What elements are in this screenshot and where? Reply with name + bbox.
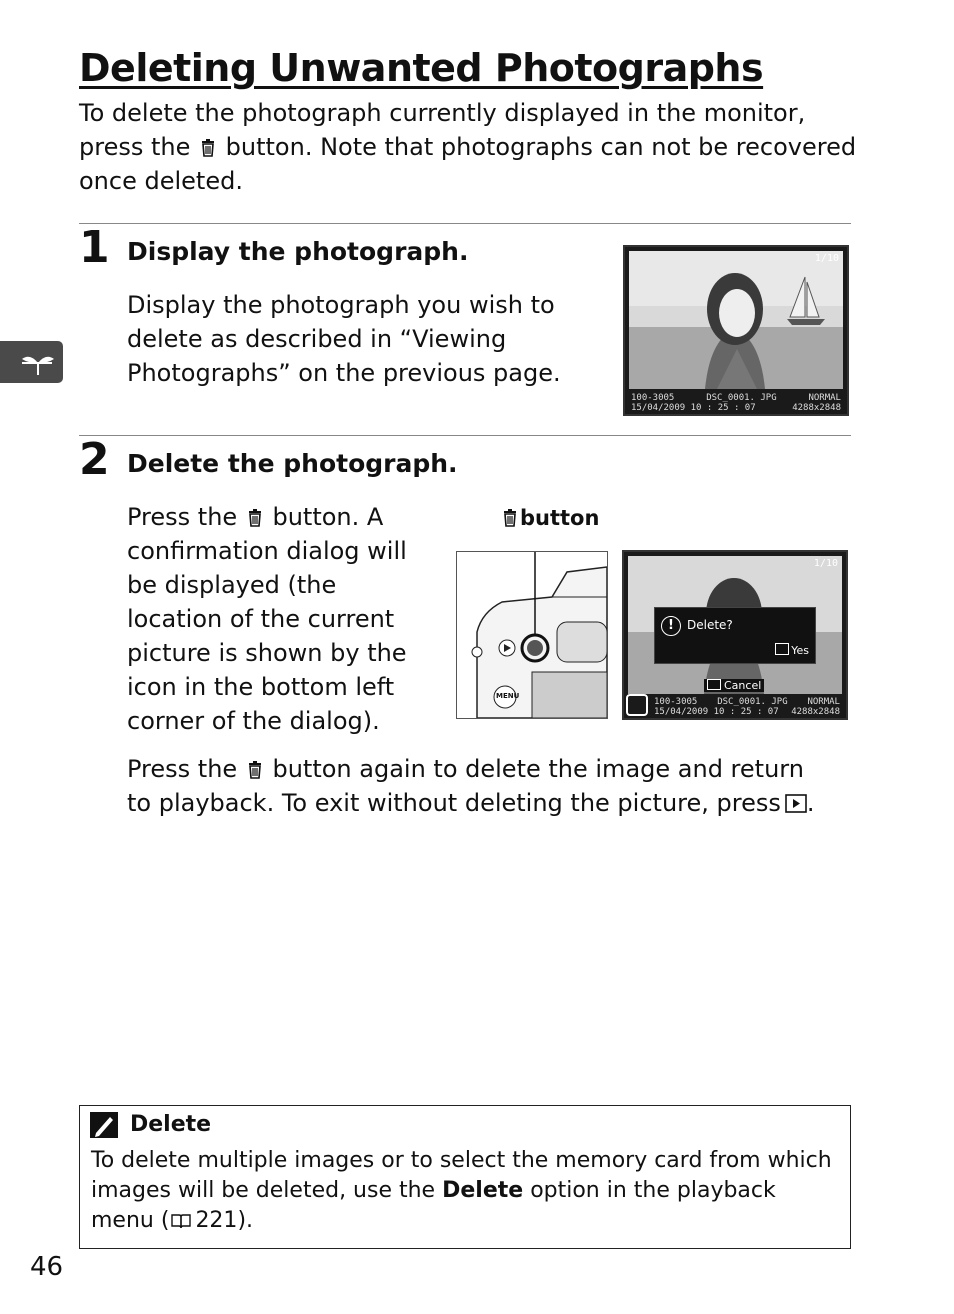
info-bar xyxy=(654,697,840,717)
file-name: DSC_0001. JPG xyxy=(706,393,777,403)
camera-back-drawing xyxy=(457,552,607,718)
step-number: 1 xyxy=(79,222,110,273)
image-quality: NORMAL xyxy=(808,393,841,403)
page-reference: 221 xyxy=(195,1208,238,1233)
play-button-icon xyxy=(707,679,721,690)
card-slot-icon xyxy=(626,694,648,716)
folder-number: 100-3005 xyxy=(654,697,698,707)
image-quality: NORMAL xyxy=(807,697,840,707)
file-name: DSC_0001. JPG xyxy=(717,697,788,707)
monitor-delete-dialog xyxy=(622,550,848,720)
play-button-icon xyxy=(785,794,807,813)
divider xyxy=(79,435,851,436)
step-body xyxy=(127,500,437,738)
info-bar xyxy=(631,393,841,413)
trash-icon xyxy=(248,509,262,527)
playback-tab-icon xyxy=(0,341,63,383)
note-text-part: option in the playback menu ( xyxy=(91,1178,776,1233)
page-title: Deleting Unwanted Photographs xyxy=(79,46,764,90)
dialog-cancel xyxy=(704,679,764,692)
step-text: button again to delete the image and return to playback. To exit without deleting the picture, press xyxy=(127,755,804,817)
step-text: Press the xyxy=(127,755,238,783)
note-bold-term: Delete xyxy=(442,1178,524,1203)
note-text-part: To delete multiple images or to select the memory card from which images will be deleted, use the xyxy=(91,1148,832,1203)
step-number: 2 xyxy=(79,434,110,485)
book-reference-icon xyxy=(171,1213,191,1229)
step-heading: Display the photograph. xyxy=(127,237,469,266)
image-size: 4288x2848 xyxy=(792,403,841,413)
date-time: 15/04/2009 10 : 25 : 07 xyxy=(631,403,756,413)
playback-tab xyxy=(0,341,63,383)
step-body: Display the photograph you wish to delete as described in “Viewing Photographs” on the previous page. xyxy=(127,291,561,387)
step-heading: Delete the photograph. xyxy=(127,449,458,478)
camera-illustration xyxy=(456,551,608,719)
warning-icon: ! xyxy=(661,616,681,636)
callout-label: button xyxy=(520,506,600,530)
note-box xyxy=(79,1105,851,1249)
step-text: button. A confirmation dialog will be displayed (the location of the current picture is shown by the icon in the bottom left corner of the dialog). xyxy=(127,503,407,735)
dialog-title: Delete? xyxy=(687,618,733,632)
step-text: . xyxy=(806,789,815,817)
photo-woman-illustration xyxy=(625,247,847,414)
image-counter: 1/10 xyxy=(813,558,838,569)
trash-button-icon xyxy=(775,643,789,655)
note-text xyxy=(91,1146,841,1236)
menu-button-label: MENU xyxy=(496,692,520,700)
dialog-yes xyxy=(775,643,809,657)
note-title: Delete xyxy=(130,1112,212,1137)
cancel-label: Cancel xyxy=(724,679,762,692)
image-counter: 1/10 xyxy=(814,253,839,264)
date-time: 15/04/2009 10 : 25 : 07 xyxy=(654,707,779,717)
trash-icon xyxy=(201,139,215,157)
monitor-image xyxy=(623,245,849,416)
step-body-2 xyxy=(127,752,827,820)
image-size: 4288x2848 xyxy=(791,707,840,717)
intro-text-2: button. Note that photographs can not be recovered once deleted. xyxy=(79,133,857,195)
intro-paragraph xyxy=(79,96,869,198)
intro-text-1: To delete the photograph currently displayed in the monitor, press the xyxy=(79,99,806,161)
note-text-part: ). xyxy=(237,1208,254,1233)
trash-button-callout xyxy=(500,506,599,530)
page-number: 46 xyxy=(30,1252,64,1282)
trash-icon xyxy=(503,509,517,527)
trash-icon xyxy=(248,761,262,779)
divider xyxy=(79,223,851,224)
step-text: Press the xyxy=(127,503,238,531)
delete-dialog xyxy=(654,607,816,664)
pencil-note-icon xyxy=(90,1112,118,1138)
folder-number: 100-3005 xyxy=(631,393,675,403)
yes-label: Yes xyxy=(791,644,809,657)
